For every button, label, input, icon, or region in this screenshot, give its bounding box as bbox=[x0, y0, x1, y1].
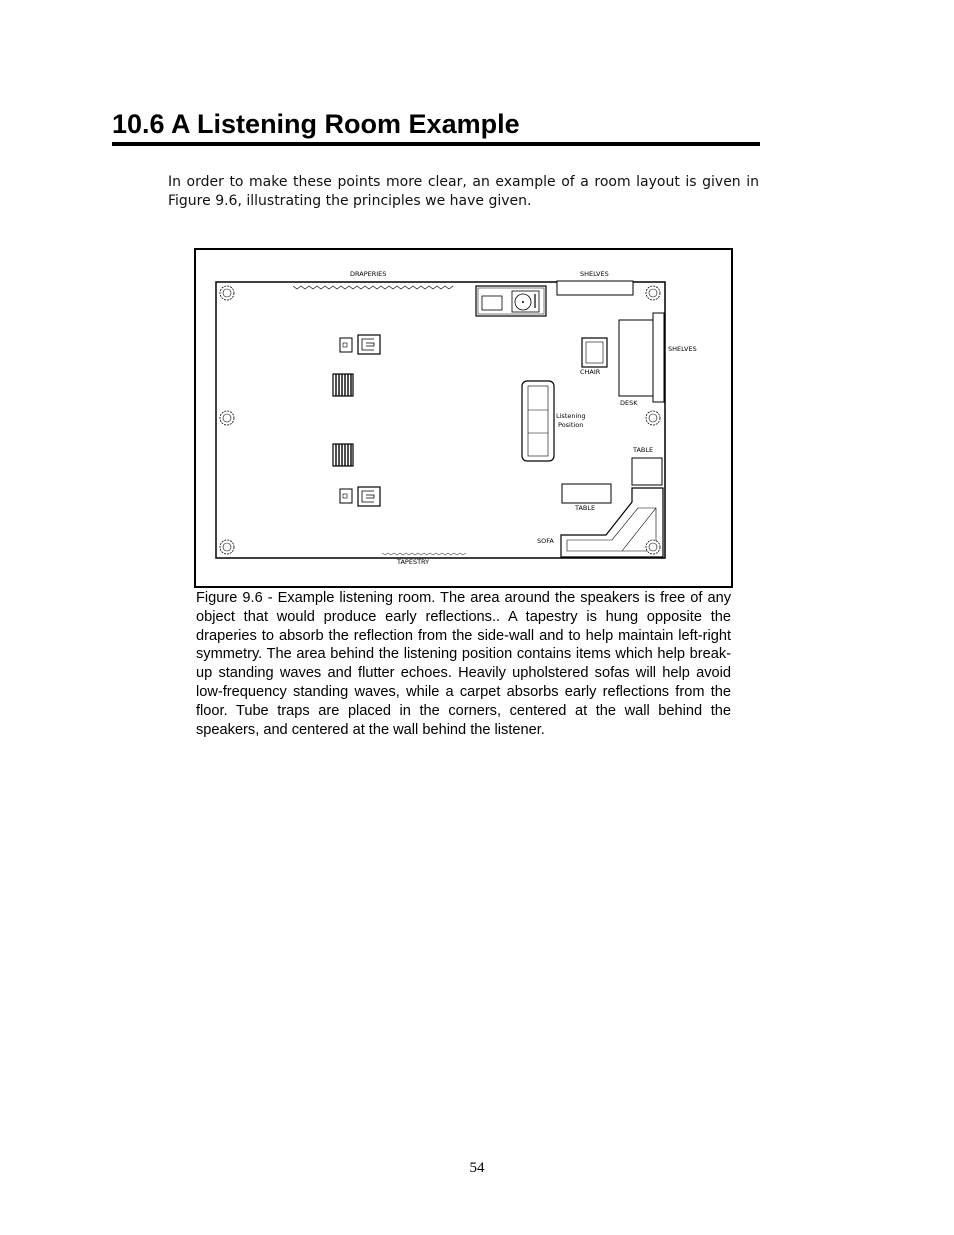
shelves-top bbox=[557, 281, 633, 295]
desk bbox=[619, 320, 653, 396]
draperies-symbol bbox=[293, 286, 453, 289]
tapestry-label: TAPESTRY bbox=[397, 558, 430, 566]
room-layout-diagram bbox=[196, 250, 731, 586]
table-right bbox=[632, 458, 662, 485]
table-center bbox=[562, 484, 611, 503]
section-heading: 10.6 A Listening Room Example bbox=[112, 108, 760, 146]
shelves-right bbox=[653, 313, 664, 402]
tube-trap-mid-left bbox=[220, 411, 234, 425]
tube-trap-top-right bbox=[646, 286, 660, 300]
left-speaker bbox=[333, 374, 353, 396]
tube-trap-bottom-right bbox=[646, 540, 660, 554]
shelves-right-label: SHELVES bbox=[668, 345, 697, 353]
figure-caption: Figure 9.6 - Example listening room. The area around the speakers is free of any object that would produce early reflections.. A tapestry is hung opposite the draperies to absorb the reflection from the side-wall and to help maintain left-right symmetry. The area behind the listening position contains items which help break-up standing waves and flutter echoes. Heavily upholstered sofas will help avoid low-frequency standing waves, while a carpet absorbs early reflections from the floor. Tube traps are placed in the corners, centered at the wall behind the speakers, and centered at the wall behind the listener. bbox=[196, 590, 731, 738]
room-walls bbox=[216, 282, 665, 558]
right-speaker-stand bbox=[340, 487, 380, 506]
listening-seat bbox=[522, 381, 554, 461]
room-layout-figure bbox=[194, 248, 733, 588]
table-right-label: TABLE bbox=[633, 446, 654, 454]
left-speaker-stand bbox=[340, 335, 380, 354]
audio-equipment bbox=[476, 286, 546, 316]
tube-trap-top-left bbox=[220, 286, 234, 300]
draperies-label: DRAPERIES bbox=[350, 270, 387, 278]
shelves-top-label: SHELVES bbox=[580, 270, 609, 278]
sofa-label: SOFA bbox=[537, 537, 554, 545]
listening-position-label-line1: Listening bbox=[556, 412, 586, 420]
right-speaker bbox=[333, 444, 353, 466]
listening-position-label-line2: Position bbox=[558, 421, 584, 429]
page-number: 54 bbox=[469, 1160, 485, 1176]
desk-label: DESK bbox=[620, 399, 638, 407]
tube-trap-bottom-left bbox=[220, 540, 234, 554]
tapestry-symbol bbox=[382, 553, 466, 555]
intro-paragraph: In order to make these points more clear, an example of a room layout is given in Figure 9.6, illustrating the principles we have given. bbox=[168, 174, 759, 209]
table-center-label: TABLE bbox=[575, 504, 596, 512]
chair bbox=[582, 338, 607, 367]
chair-label: CHAIR bbox=[580, 368, 601, 376]
tube-trap-mid-right bbox=[646, 411, 660, 425]
